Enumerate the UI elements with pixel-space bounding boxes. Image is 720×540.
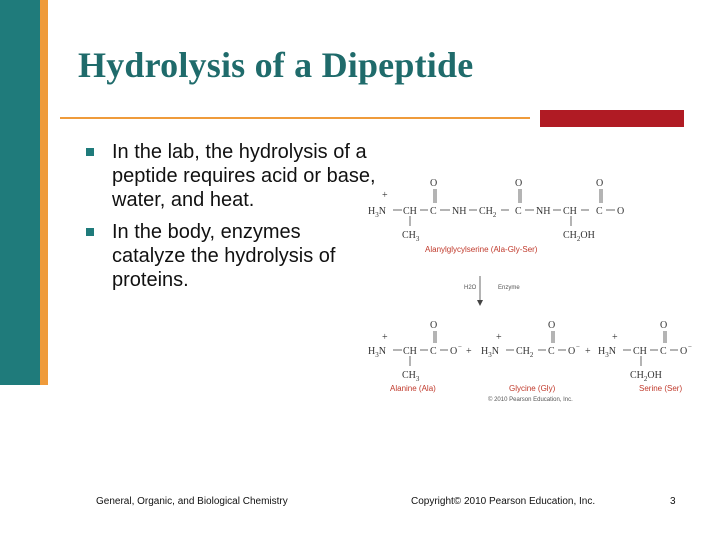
- footer-course: General, Organic, and Biological Chemistry: [96, 496, 288, 507]
- svg-text:H3N: $H_3N$: [368, 346, 386, 359]
- svg-text:O: O: [430, 320, 438, 331]
- svg-text:O: O: [450, 346, 458, 357]
- svg-text:C: C: [660, 346, 667, 357]
- svg-text:C: C: [430, 346, 437, 357]
- title-rule-thick: [540, 110, 684, 127]
- bullet-square-icon: [86, 148, 94, 156]
- svg-text:CH2: $CH_2$: [516, 346, 534, 359]
- bullet-text: In the body, enzymes catalyze the hydrolysis of proteins.: [112, 221, 336, 291]
- svg-text:O: O: [680, 346, 688, 357]
- bullet-square-icon: [86, 228, 94, 236]
- figure-credit: © 2010 Pearson Education, Inc.: [488, 397, 573, 403]
- svg-text:O: O: [568, 346, 576, 357]
- svg-text:+: +: [612, 332, 618, 343]
- svg-text:CH2: $CH_2$: [479, 206, 497, 219]
- svg-text:+: +: [496, 332, 502, 343]
- reactant-name: Alanylglycylserine (Ala-Gly-Ser): [425, 245, 538, 254]
- left-accent-stripe: [40, 0, 48, 385]
- bullet-list: [86, 140, 376, 300]
- svg-text:O: O: [515, 178, 523, 189]
- svg-text:+: +: [382, 332, 388, 343]
- svg-text:H3N: $H_3N$: [368, 206, 386, 219]
- bullet-item: [86, 220, 376, 292]
- slide-title: Hydrolysis of a Dipeptide: [78, 45, 474, 85]
- product-serine-label: Serine (Ser): [639, 384, 683, 393]
- product-alanine-label: Alanine (Ala): [390, 384, 436, 393]
- svg-text:C: C: [548, 346, 555, 357]
- footer-copyright: Copyright© 2010 Pearson Education, Inc.: [411, 496, 596, 507]
- svg-text:−: −: [458, 343, 462, 351]
- svg-text:O: O: [660, 320, 668, 331]
- bullet-item: [86, 140, 376, 212]
- page-number: 3: [670, 496, 676, 507]
- product-structures: [368, 320, 692, 403]
- reaction-arrow: [464, 276, 520, 306]
- hydrolysis-figure: [360, 170, 700, 405]
- svg-text:H3N: $H_3N$: [598, 346, 616, 359]
- svg-text:CH3: $CH_3$: [402, 230, 420, 243]
- svg-text:CH2OH: $CH_2OH$: [630, 370, 662, 383]
- bullet-text: In the lab, the hydrolysis of a peptide requires acid or base, water, and heat.: [112, 141, 376, 211]
- svg-text:C: C: [515, 206, 522, 217]
- svg-text:CH2OH: $CH_2OH$: [563, 230, 595, 243]
- svg-text:CH: CH: [563, 206, 577, 217]
- svg-text:−: −: [688, 343, 692, 351]
- svg-text:O: O: [548, 320, 556, 331]
- svg-text:CH3: $CH_3$: [402, 370, 420, 383]
- svg-text:CH: CH: [403, 206, 417, 217]
- svg-text:NH: NH: [536, 206, 551, 217]
- svg-text:C: C: [430, 206, 437, 217]
- svg-text:+: +: [382, 190, 388, 201]
- title-rule-thin: [60, 117, 530, 119]
- reagent-enzyme: Enzyme: [498, 285, 520, 291]
- product-glycine-label: Glycine (Gly): [509, 384, 556, 393]
- svg-text:+: +: [585, 346, 591, 357]
- reagent-water: H2O: [464, 285, 477, 291]
- svg-text:NH: NH: [452, 206, 467, 217]
- svg-text:+: +: [466, 346, 472, 357]
- svg-text:CH: CH: [403, 346, 417, 357]
- svg-text:H3N: $H_3N$: [481, 346, 499, 359]
- svg-text:C: C: [596, 206, 603, 217]
- svg-text:O: O: [617, 206, 625, 217]
- svg-text:O: O: [596, 178, 604, 189]
- svg-text:O: O: [430, 178, 438, 189]
- reactant-structure: [368, 178, 624, 254]
- svg-text:CH: CH: [633, 346, 647, 357]
- svg-text:−: −: [576, 343, 580, 351]
